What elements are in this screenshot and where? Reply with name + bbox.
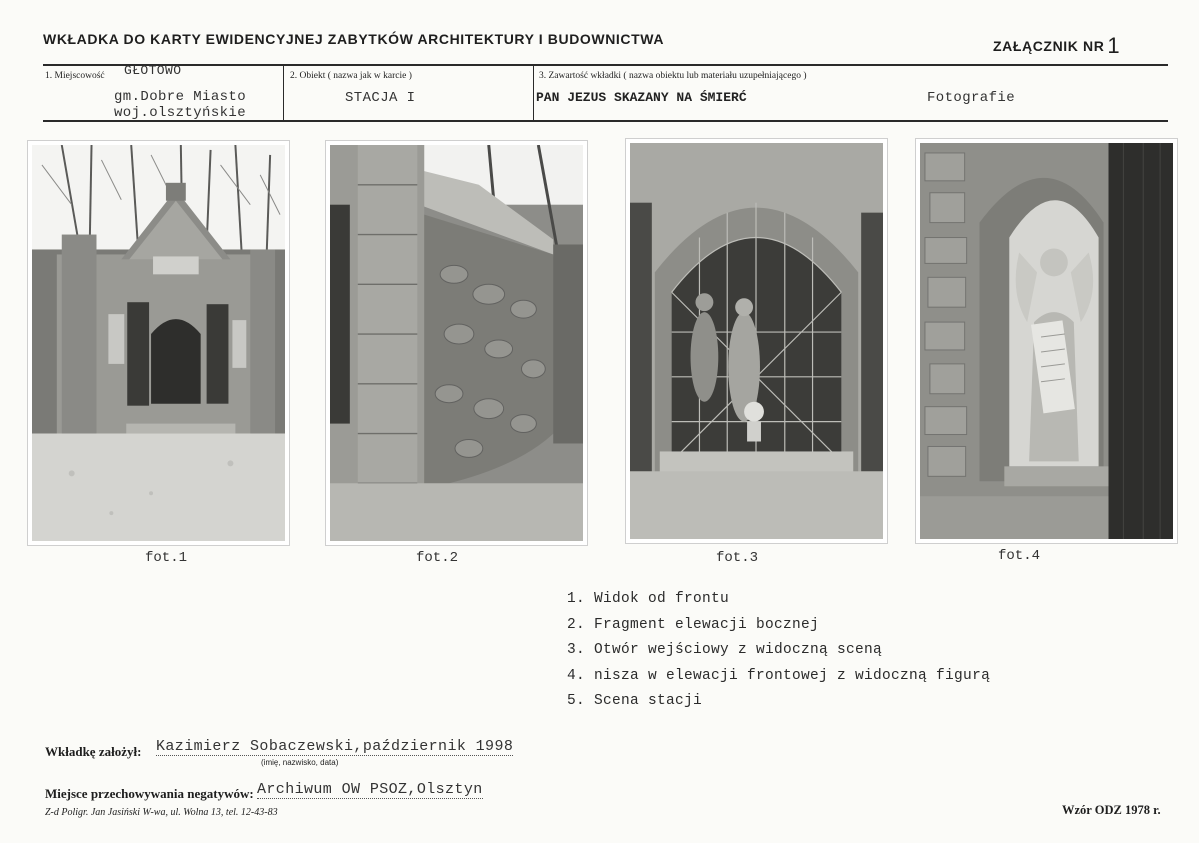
description-list (567, 591, 990, 719)
form-code: Wzór ODZ 1978 r. (1062, 803, 1161, 817)
field-divider-1 (283, 65, 284, 120)
attachment-label-text: ZAŁĄCZNIK NR (993, 38, 1105, 54)
object-label: 2. Obiekt ( nazwa jak w karcie ) (290, 71, 412, 81)
attachment-label (993, 31, 1120, 57)
description-item: 1. Widok od frontu (567, 591, 730, 607)
field-divider-2 (533, 65, 534, 120)
locality-value: GŁOTOWO (124, 63, 182, 78)
photo-1-caption: fot.1 (145, 550, 188, 566)
description-item: 2. Fragment elewacji bocznej (567, 616, 820, 633)
form-title: WKŁADKA DO KARTY EWIDENCYJNEJ ZABYTKÓW ARCHITEKTURY I BUDOWNICTWA (43, 31, 665, 47)
photo-4-caption: fot.4 (998, 548, 1041, 564)
photo-3-caption: fot.3 (716, 550, 759, 566)
description-item: 3. Otwór wejściowy z widoczną sceną (567, 642, 883, 658)
description-item: 5. Scena stacji (567, 693, 703, 709)
photo-2-image (330, 145, 583, 541)
content-label: 3. Zawartość wkładki ( nazwa obiektu lub materiału uzupełniającego ) (539, 71, 807, 81)
table-top-rule (43, 64, 1168, 66)
locality-label: 1. Miejscowość (45, 71, 105, 81)
storage-value: Archiwum OW PSOZ,Olsztyn (257, 781, 483, 798)
photo-4-niche-figure (915, 138, 1178, 544)
printer-imprint: Z-d Poligr. Jan Jasiński W-wa, ul. Wolna 13, tel. 12-43-83 (45, 807, 278, 818)
photo-4-image (920, 143, 1173, 539)
attachment-number: 1 (1107, 33, 1121, 58)
photo-2-side-elevation (325, 140, 588, 546)
author-value: Kazimierz Sobaczewski,październik 1998 (156, 738, 514, 755)
author-label: Wkładkę założył: (45, 744, 142, 759)
photo-1-chapel-front (27, 140, 290, 546)
author-hint: (imię, nazwisko, data) (261, 758, 339, 767)
photo-3-image (630, 143, 883, 539)
province-value: woj.olsztyńskie (114, 105, 247, 121)
object-value: STACJA I (345, 90, 416, 106)
content-type-value: Fotografie (927, 90, 1016, 106)
description-item: 4. nisza w elewacji frontowej z widoczną figurą (567, 667, 991, 684)
photo-1-image (32, 145, 285, 541)
photo-3-entrance-opening (625, 138, 888, 544)
content-value: PAN JEZUS SKAZANY NA ŚMIERĆ (536, 90, 747, 105)
photo-2-caption: fot.2 (416, 550, 459, 566)
storage-label: Miejsce przechowywania negatywów: (45, 786, 254, 801)
municipality-value: gm.Dobre Miasto (114, 89, 247, 105)
